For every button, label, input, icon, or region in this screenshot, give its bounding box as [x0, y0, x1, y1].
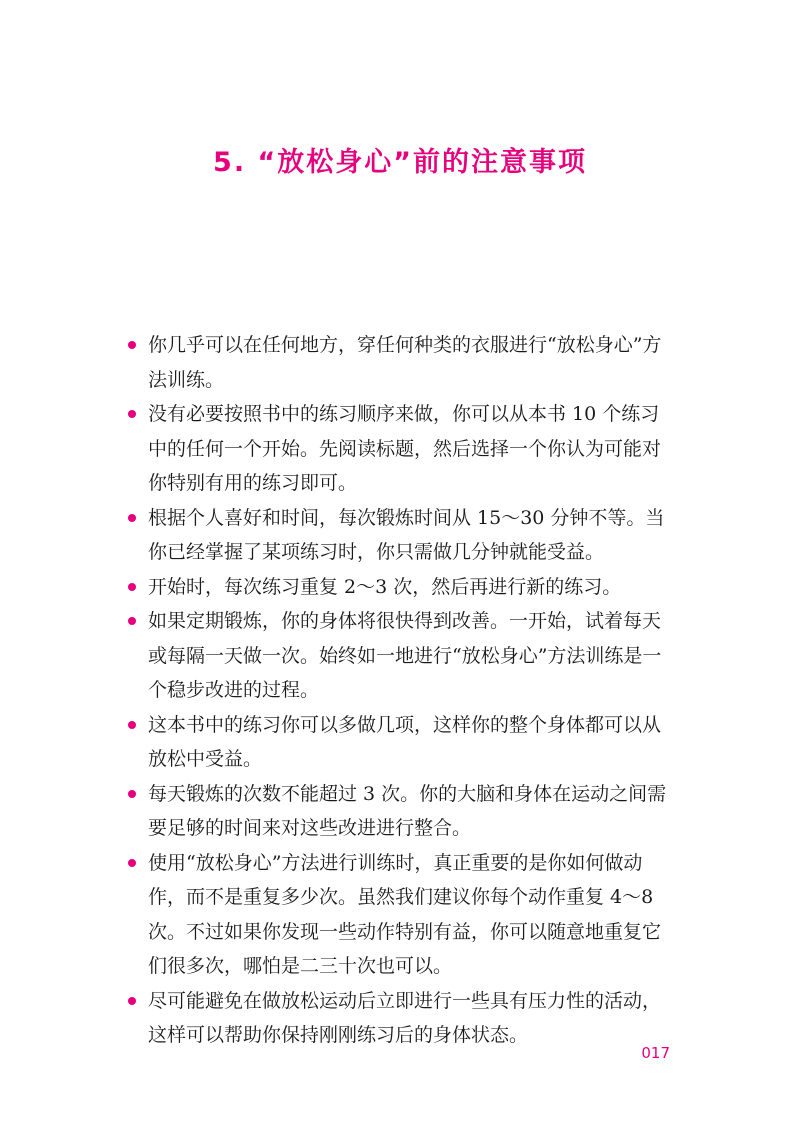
list-item	[128, 328, 673, 397]
list-item-text: 你几乎可以在任何地方，穿任何种类的衣服进行“放松身心”方法训练。	[148, 334, 662, 391]
list-item-text: 使用“放松身心”方法进行训练时，真正重要的是你如何做动作，而不是重复多少次。虽然我们建议你每个动作重复 4～8 次。不过如果你发现一些动作特别有益，你可以随意地重复它们很多次，哪怕是二三十次也可以。	[148, 851, 662, 977]
list-item	[128, 570, 673, 605]
page-title: 5. “放松身心”前的注意事项	[213, 147, 587, 178]
list-item-text: 这本书中的练习你可以多做几项，这样你的整个身体都可以从放松中受益。	[148, 713, 662, 770]
list-item-text: 没有必要按照书中的练习顺序来做，你可以从本书 10 个练习中的任何一个开始。先阅读标题，然后选择一个你认为可能对你特别有用的练习即可。	[148, 403, 662, 494]
list-item	[128, 984, 673, 1053]
list-item-text: 每天锻炼的次数不能超过 3 次。你的大脑和身体在运动之间需要足够的时间来对这些改进进行整合。	[148, 782, 667, 839]
bullet-dot-icon	[128, 514, 136, 522]
list-item	[128, 604, 673, 708]
bullet-dot-icon	[128, 341, 136, 349]
list-item-text: 尽可能避免在做放松运动后立即进行一些具有压力性的活动，这样可以帮助你保持刚刚练习后的身体状态。	[148, 989, 662, 1046]
page-number: 017	[641, 1044, 670, 1062]
list-item	[128, 777, 673, 846]
bullet-dot-icon	[128, 859, 136, 867]
list-item-text: 开始时，每次练习重复 2～3 次，然后再进行新的练习。	[148, 575, 622, 598]
list-item	[128, 846, 673, 984]
bullet-dot-icon	[128, 583, 136, 591]
bullet-dot-icon	[128, 721, 136, 729]
bullet-dot-icon	[128, 790, 136, 798]
bullet-dot-icon	[128, 410, 136, 418]
bullet-dot-icon	[128, 997, 136, 1005]
list-item	[128, 501, 673, 570]
list-item-text: 如果定期锻炼，你的身体将很快得到改善。一开始，试着每天或每隔一天做一次。始终如一地进行“放松身心”方法训练是一个稳步改进的过程。	[148, 610, 662, 701]
bullet-dot-icon	[128, 617, 136, 625]
list-item	[128, 397, 673, 501]
tips-list	[128, 328, 673, 1053]
list-item-text: 根据个人喜好和时间，每次锻炼时间从 15～30 分钟不等。当你已经掌握了某项练习时，你只需做几分钟就能受益。	[148, 506, 665, 563]
list-item	[128, 708, 673, 777]
